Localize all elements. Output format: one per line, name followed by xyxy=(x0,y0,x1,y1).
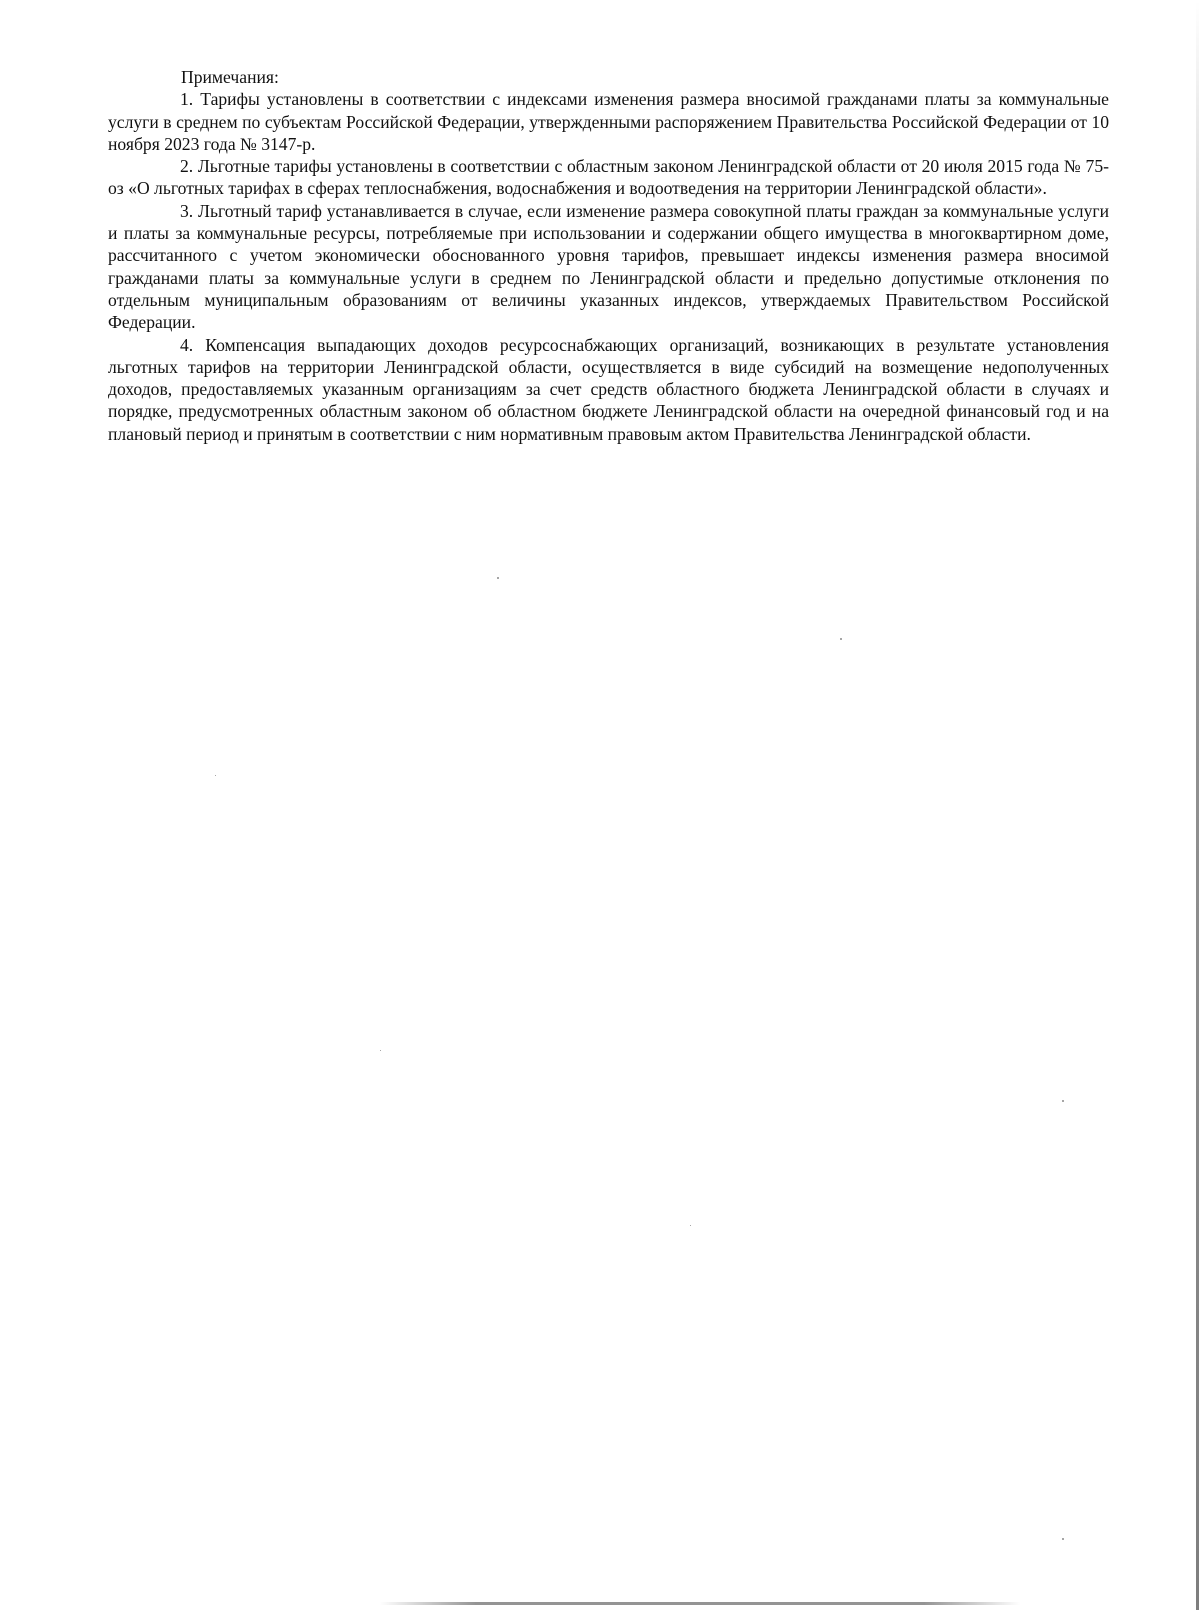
scan-edge-right xyxy=(1196,0,1199,1610)
scan-speck xyxy=(215,775,216,776)
notes-section xyxy=(108,66,1109,445)
scan-speck xyxy=(690,1225,691,1226)
notes-heading: Примечания: xyxy=(181,67,279,87)
scan-speck xyxy=(380,1050,381,1051)
note-paragraph-3: 3. Льготный тариф устанавливается в случае, если изменение размера совокупной платы граждан за коммунальные услуги и платы за коммунальные ресурсы, потребляемые при использовании и содержании общего имущества в многоквартирном доме, рассчитанного с учетом экономически обоснованного уровня тарифов, превышает индексы изменения размера вносимой гражданами платы за коммунальные услуги в среднем по Ленинградской области и предельно допустимые отклонения по отдельным муниципальным образованиям от величины указанных индексов, утверждаемых Правительством Российской Федерации. xyxy=(108,200,1109,333)
scan-speck xyxy=(1062,1538,1064,1540)
note-paragraph-1: 1. Тарифы установлены в соответствии с индексами изменения размера вносимой гражданами платы за коммунальные услуги в среднем по субъектам Российской Федерации, утвержденными распоряжением Правительства Российской Федерации от 10 ноября 2023 года № 3147-р. xyxy=(108,89,1109,154)
scan-speck xyxy=(840,638,842,640)
scan-edge-bottom xyxy=(380,1602,1020,1605)
note-paragraph-4: 4. Компенсация выпадающих доходов ресурсоснабжающих организаций, возникающих в результате установления льготных тарифов на территории Ленинградской области, осуществляется в виде субсидий на возмещение недополученных доходов, предоставляемых указанным организациям за счет средств областного бюджета Ленинградской области в случаях и порядке, предусмотренных областным законом об областном бюджете Ленинградской области на очередной финансовый год и на плановый период и принятым в соответствии с ним нормативным правовым актом Правительства Ленинградской области. xyxy=(108,334,1109,444)
scan-speck xyxy=(1062,1100,1064,1102)
note-paragraph-2: 2. Льготные тарифы установлены в соответствии с областным законом Ленинградской области от 20 июля 2015 года № 75-оз «О льготных тарифах в сферах теплоснабжения, водоснабжения и водоотведения на территории Ленинградской области». xyxy=(108,156,1109,199)
scan-speck xyxy=(497,577,499,579)
